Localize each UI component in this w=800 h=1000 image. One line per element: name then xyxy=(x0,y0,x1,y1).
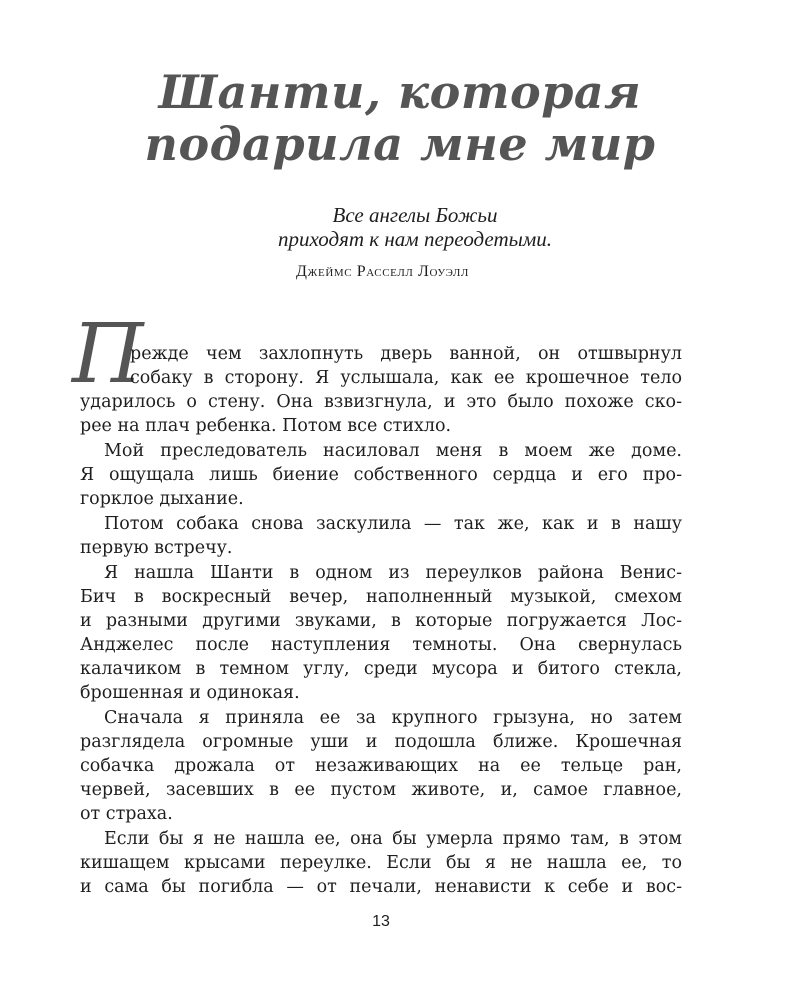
text-line: Сначала я приняла ее за крупного грызуна, но затем xyxy=(104,708,682,728)
text-line: горклое дыхание. xyxy=(80,489,244,509)
chapter-title-line-2: подарила мне мир xyxy=(144,117,656,171)
chapter-title-line-1: Шанти, которая xyxy=(158,65,642,119)
text-line: кишащем крысами переулке. Если бы я не нашла ее, то xyxy=(80,853,682,873)
text-line: режде чем захлопнуть дверь ванной, он отшвырнул xyxy=(130,344,682,364)
text-line: Бич в воскресный вечер, наполненный музыкой, смехом xyxy=(80,587,682,607)
text-line: Мой преследователь насиловал меня в моем же доме. xyxy=(104,441,682,461)
text-line: от страха. xyxy=(80,804,173,824)
text-line: Потом собака снова заскулила — так же, как и в нашу xyxy=(104,514,682,534)
epigraph-line-1: Все ангелы Божьи xyxy=(332,203,498,227)
text-line: и разными другими звуками, в которые погружается Лос- xyxy=(80,611,682,631)
text-line: ударилось о стену. Она взвизгнула, и это было похоже ско- xyxy=(80,392,682,412)
text-line: червей, засевших в ее пустом животе, и, самое главное, xyxy=(80,780,682,800)
text-line: разглядела огромные уши и подошла ближе. Крошечная xyxy=(80,732,682,752)
text-line: первую встречу. xyxy=(80,538,233,558)
page-number: 13 xyxy=(372,913,390,930)
text-line: собачка дрожала от незаживающих на ее тельце ран, xyxy=(80,756,682,776)
text-line: Я нашла Шанти в одном из переулков района Венис- xyxy=(104,563,682,583)
drop-cap: П xyxy=(72,307,144,402)
epigraph-author: Джеймс Расселл Лоуэлл xyxy=(296,263,469,280)
text-line: и сама бы погибла — от печали, ненависти к себе и вос- xyxy=(80,877,682,897)
text-line: Я ощущала лишь биение собственного сердца и его про- xyxy=(80,465,682,485)
text-line: рее на плач ребенка. Потом все стихло. xyxy=(80,416,452,436)
text-line: Анджелес после наступления темноты. Она свернулась xyxy=(80,635,682,655)
text-line: брошенная и одинокая. xyxy=(80,683,300,703)
text-line: Если бы я не нашла ее, она бы умерла прямо там, в этом xyxy=(104,829,682,849)
epigraph-line-2: приходят к нам переодетыми. xyxy=(277,227,552,251)
text-line: калачиком в темном углу, среди мусора и битого стекла, xyxy=(80,659,682,679)
text-line: собаку в сторону. Я услышала, как ее крошечное тело xyxy=(130,368,682,388)
